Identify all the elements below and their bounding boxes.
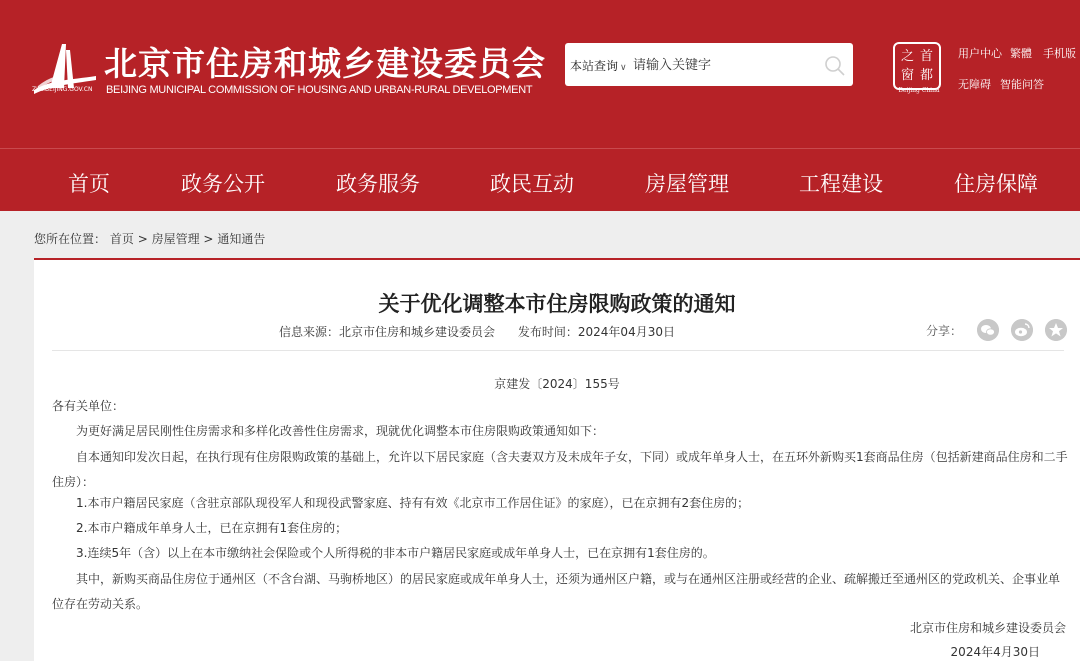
seal-char: 窗 — [900, 68, 914, 83]
article-title: 关于优化调整本市住房限购政策的通知 — [378, 292, 736, 316]
favorite-star-icon[interactable] — [1045, 319, 1067, 341]
main-nav — [0, 148, 1080, 211]
signature: 北京市住房和城乡建设委员会 — [909, 621, 1066, 635]
meta-divider — [52, 350, 1064, 351]
share-label: 分享： — [926, 324, 963, 338]
salutation: 各有关单位： — [52, 399, 125, 413]
breadcrumb-housing-management[interactable]: 房屋管理 — [151, 232, 200, 246]
breadcrumb-home[interactable]: 首页 — [109, 232, 134, 246]
search-box — [565, 43, 853, 86]
search-input[interactable] — [633, 53, 813, 77]
traditional-chinese-link[interactable]: 繁體 — [1010, 47, 1032, 60]
breadcrumb-prefix: 您所在位置： — [34, 232, 107, 246]
logo-domain: ZJW.BEIJING.GOV.CN — [32, 86, 93, 93]
seal-caption: Beijing·China — [898, 87, 940, 94]
seal-char: 都 — [919, 68, 933, 83]
document-number: 京建发〔2024〕155号 — [494, 377, 620, 391]
paragraph-item-2: 2.本市户籍成年单身人士，已在京拥有1套住房的； — [76, 521, 348, 535]
nav-item-government-affairs[interactable]: 政务公开 — [181, 172, 265, 196]
mobile-version-link[interactable]: 手机版 — [1043, 47, 1076, 60]
paragraph-item-1: 1.本市户籍居民家庭（含驻京部队现役军人和现役武警家庭、持有有效《北京市工作居住证》的家庭），已在京拥有2套住房的； — [76, 496, 750, 510]
search-scope-select[interactable] — [570, 57, 627, 74]
weibo-icon[interactable] — [1011, 319, 1033, 341]
signature-date: 2024年4月30日 — [950, 645, 1040, 659]
user-center-link[interactable]: 用户中心 — [958, 47, 1002, 60]
capital-window-seal[interactable] — [893, 42, 941, 90]
paragraph-policy: 自本通知印发次日起，在执行现有住房限购政策的基础上，允许以下居民家庭（含夫妻双方及未成年子女，下同）或成年单身人士，在五环外新购买1套商品住房（包括新建商品住房和二手住房）： — [52, 450, 1068, 489]
wechat-icon[interactable] — [977, 319, 999, 341]
paragraph-tongzhou: 其中，新购买商品住房位于通州区（不含台湖、马驹桥地区）的居民家庭或成年单身人士，还须为通州区户籍，或与在通州区注册或经营的企业、疏解搬迁至通州区的党政机关、企事业单位存在劳动关系。 — [52, 572, 1061, 611]
paragraph-intro: 为更好满足居民刚性住房需求和多样化改善性住房需求，现就优化调整本市住房限购政策通知如下： — [76, 424, 605, 438]
search-scope-label: 本站查询 — [570, 59, 619, 73]
site-subtitle: BEIJING MUNICIPAL COMMISSION OF HOUSING AND URBAN-RURAL DEVELOPMENT — [106, 84, 533, 96]
accessibility-link[interactable]: 无障碍 — [958, 78, 991, 91]
nav-item-construction[interactable]: 工程建设 — [799, 172, 883, 196]
search-icon[interactable] — [824, 55, 846, 77]
breadcrumb-separator: > — [137, 232, 148, 246]
site-title[interactable]: 北京市住房和城乡建设委员会 — [104, 44, 546, 83]
breadcrumb-notices[interactable]: 通知通告 — [217, 232, 266, 246]
breadcrumb-separator: > — [203, 232, 214, 246]
nav-item-housing-management[interactable]: 房屋管理 — [645, 172, 729, 196]
breadcrumb — [34, 230, 265, 247]
seal-grid — [898, 47, 936, 85]
smart-qa-link[interactable]: 智能问答 — [1000, 78, 1044, 91]
seal-char: 首 — [919, 49, 933, 64]
seal-char: 之 — [900, 49, 914, 64]
article-panel — [34, 258, 1080, 661]
paragraph-item-3: 3.连续5年（含）以上在本市缴纳社会保险或个人所得税的非本市户籍居民家庭或成年单身人士，已在京拥有1套住房的。 — [76, 546, 715, 560]
article-meta: 信息来源：北京市住房和城乡建设委员会 发布时间：2024年04月30日 — [279, 325, 675, 339]
nav-item-public-interaction[interactable]: 政民互动 — [490, 172, 574, 196]
chevron-down-icon: ∨ — [620, 63, 627, 73]
nav-item-housing-security[interactable]: 住房保障 — [954, 172, 1038, 196]
nav-item-home[interactable]: 首页 — [68, 172, 110, 196]
nav-item-government-services[interactable]: 政务服务 — [336, 172, 420, 196]
